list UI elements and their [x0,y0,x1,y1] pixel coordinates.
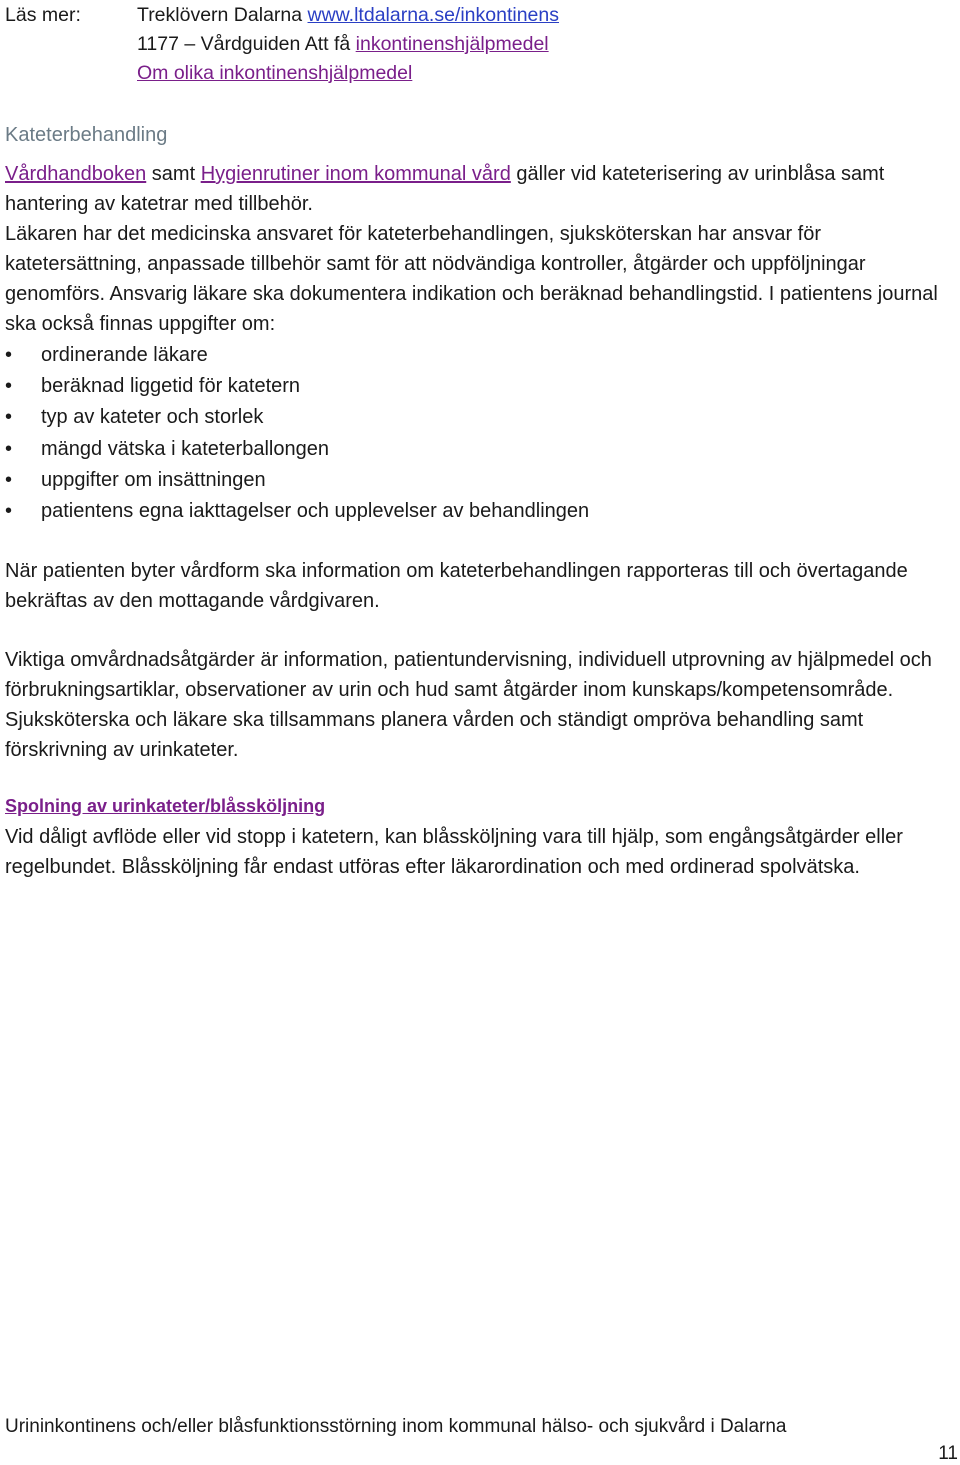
section-heading: Kateterbehandling [5,124,168,146]
intro-text-2: gäller vid kateterisering av urinblåsa samt hantering av katetrar med tillbehör. [5,163,885,215]
paragraph-care-transfer: När patienten byter vårdform ska information om kateterbehandlingen rapporteras till och övertagande bekräftas av den mottagande vårdgivaren. [5,560,908,612]
read-more-text-2: 1177 – Vårdguiden Att få [137,33,356,55]
bladder-irrigation-heading: Spolning av urinkateter/blåssköljning [5,796,326,816]
list-item: • uppgifter om insättningen [5,465,589,496]
read-more-line-3 [137,58,412,88]
ltdalarna-link[interactable]: www.ltdalarna.se/inkontinens [307,4,559,26]
list-item: • patientens egna iakttagelser och upplevelser av behandlingen [5,496,589,527]
list-item: • typ av kateter och storlek [5,402,589,433]
list-item: • beräknad liggetid för katetern [5,371,589,402]
paragraph-nursing-measures: Viktiga omvårdnadsåtgärder är information, patientundervisning, individuell utprovning av hjälpmedel och förbrukningsartiklar, observationer av urin och hud samt åtgärder inom kunskaps/kompetensområde. Sjuksköterska och läkare ska tillsammans planera vården och ständigt ompröva behandling samt förskrivning av urinkateter. [5,649,932,761]
intro-paragraph [5,159,950,219]
journal-bullet-list [5,340,589,527]
hygienrutiner-link[interactable]: Hygienrutiner inom kommunal vård [200,163,511,185]
read-more-line-1 [137,0,559,30]
list-item: • ordinerande läkare [5,340,589,371]
read-more-label: Läs mer: [5,4,81,26]
page-number: 11 [938,1443,958,1464]
paragraph-bladder-irrigation: Vid dåligt avflöde eller vid stopp i katetern, kan blåssköljning vara till hjälp, som engångsåtgärder eller regelbundet. Blåssköljning får endast utföras efter läkarordination och med ordinerad spolvätska. [5,826,903,878]
vardhandboken-link[interactable]: Vårdhandboken [5,163,147,185]
om-olika-link[interactable]: Om olika inkontinenshjälpmedel [137,62,413,84]
read-more-text-1: Treklövern Dalarna [137,4,308,26]
page-footer: Urininkontinens och/eller blåsfunktionsstörning inom kommunal hälso- och sjukvård i Dalarna [5,1416,787,1437]
inkontinenshjalpmedel-link[interactable]: inkontinenshjälpmedel [355,33,549,55]
intro-text-1: samt [146,163,201,185]
paragraph-physician-responsibility: Läkaren har det medicinska ansvaret för kateterbehandlingen, sjuksköterskan har ansvar för katetersättning, anpassade tillbehör samt för att nödvändiga kontroller, åtgärder och uppföljningar genomförs. Ansvarig läkare ska dokumentera indikation och beräknad behandlingstid. I patientens journal ska också finnas uppgifter om: [5,223,938,335]
read-more-line-2 [137,29,549,59]
list-item: • mängd vätska i kateterballongen [5,434,589,465]
